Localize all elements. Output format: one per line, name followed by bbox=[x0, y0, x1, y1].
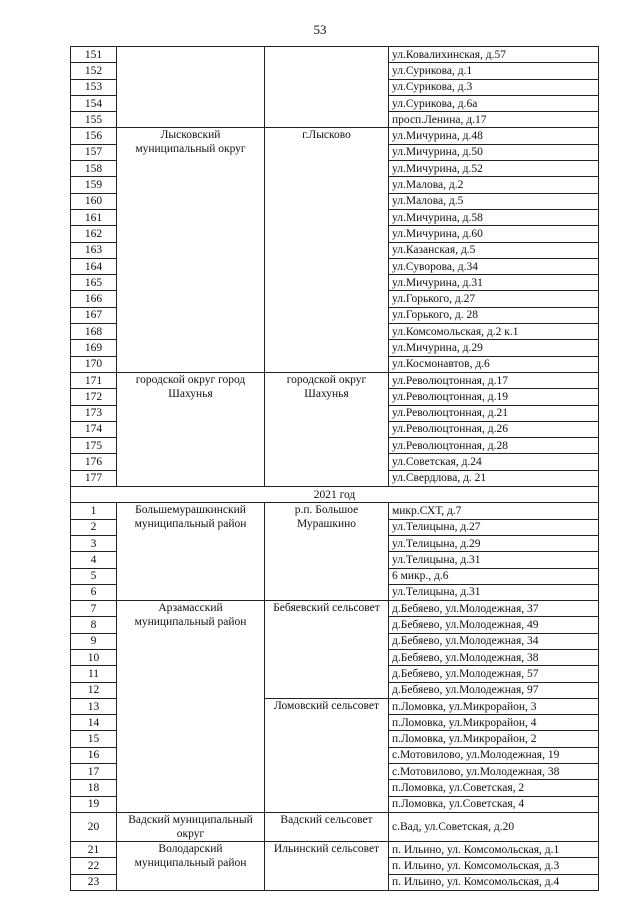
row-number: 161 bbox=[71, 209, 117, 225]
address-cell: с.Мотовилово, ул.Молодежная, 19 bbox=[389, 747, 599, 763]
row-number: 176 bbox=[71, 454, 117, 470]
address-cell: ул.Телицына, д.31 bbox=[389, 584, 599, 600]
address-cell: ул.Мичурина, д.58 bbox=[389, 209, 599, 225]
row-number: 175 bbox=[71, 438, 117, 454]
row-number: 154 bbox=[71, 95, 117, 111]
row-number: 10 bbox=[71, 649, 117, 665]
settlement-cell bbox=[265, 47, 389, 128]
address-cell: ул.Революцтонная, д.28 bbox=[389, 438, 599, 454]
table-row bbox=[71, 372, 599, 388]
row-number: 17 bbox=[71, 764, 117, 780]
address-cell: д.Бебяево, ул.Молодежная, 34 bbox=[389, 633, 599, 649]
page-number: 53 bbox=[313, 22, 327, 37]
table-body bbox=[71, 47, 599, 891]
settlement-cell: Вадский сельсовет bbox=[265, 812, 389, 841]
address-cell: ул.Мичурина, д.52 bbox=[389, 161, 599, 177]
address-cell: ул.Сурикова, д.6а bbox=[389, 95, 599, 111]
table-row bbox=[71, 47, 599, 63]
address-cell: ул.Свердлова, д. 21 bbox=[389, 470, 599, 486]
row-number: 166 bbox=[71, 291, 117, 307]
row-number: 22 bbox=[71, 858, 117, 874]
address-cell: д.Бебяево, ул.Молодежная, 37 bbox=[389, 601, 599, 617]
row-number: 2 bbox=[71, 519, 117, 535]
row-number: 15 bbox=[71, 731, 117, 747]
row-number: 16 bbox=[71, 747, 117, 763]
row-number: 168 bbox=[71, 324, 117, 340]
table-row bbox=[71, 601, 599, 617]
address-cell: ул.Суворова, д.34 bbox=[389, 258, 599, 274]
row-number: 21 bbox=[71, 841, 117, 857]
row-number: 170 bbox=[71, 356, 117, 372]
municipality-cell: Арзамасский муниципальный район bbox=[117, 601, 265, 813]
address-cell: ул.Телицына, д.27 bbox=[389, 519, 599, 535]
municipality-cell: Большемурашкинский муниципальный район bbox=[117, 503, 265, 601]
row-number: 157 bbox=[71, 144, 117, 160]
row-number: 13 bbox=[71, 698, 117, 714]
municipality-cell: Вадский муниципальный округ bbox=[117, 812, 265, 841]
address-cell: д.Бебяево, ул.Молодежная, 97 bbox=[389, 682, 599, 698]
settlement-cell: г.Лысково bbox=[265, 128, 389, 372]
row-number: 171 bbox=[71, 372, 117, 388]
row-number: 7 bbox=[71, 601, 117, 617]
address-cell: ул.Горького, д. 28 bbox=[389, 307, 599, 323]
row-number: 164 bbox=[71, 258, 117, 274]
address-cell: просп.Ленина, д.17 bbox=[389, 112, 599, 128]
municipality-cell bbox=[117, 47, 265, 128]
address-cell: ул.Мичурина, д.60 bbox=[389, 226, 599, 242]
row-number: 165 bbox=[71, 275, 117, 291]
address-cell: п. Ильино, ул. Комсомольская, д.3 bbox=[389, 858, 599, 874]
row-number: 155 bbox=[71, 112, 117, 128]
row-number: 12 bbox=[71, 682, 117, 698]
row-number: 167 bbox=[71, 307, 117, 323]
row-number: 172 bbox=[71, 389, 117, 405]
table-row bbox=[71, 841, 599, 857]
row-number: 151 bbox=[71, 47, 117, 63]
address-cell: ул.Мичурина, д.50 bbox=[389, 144, 599, 160]
address-cell: ул.Комсомольская, д.2 к.1 bbox=[389, 324, 599, 340]
settlement-cell: Ломовский сельсовет bbox=[265, 698, 389, 812]
row-number: 5 bbox=[71, 568, 117, 584]
row-number: 153 bbox=[71, 79, 117, 95]
address-cell: п.Ломовка, ул.Советская, 2 bbox=[389, 780, 599, 796]
address-cell: ул.Космонавтов, д.6 bbox=[389, 356, 599, 372]
year-heading: 2021 год bbox=[71, 487, 599, 503]
address-cell: д.Бебяево, ул.Молодежная, 49 bbox=[389, 617, 599, 633]
address-cell: ул.Телицына, д.29 bbox=[389, 535, 599, 551]
municipality-cell: городской округ город Шахунья bbox=[117, 372, 265, 486]
housing-register-table bbox=[70, 46, 599, 891]
address-cell: п.Ломовка, ул.Микрорайон, 2 bbox=[389, 731, 599, 747]
row-number: 174 bbox=[71, 421, 117, 437]
table-row bbox=[71, 128, 599, 144]
row-number: 173 bbox=[71, 405, 117, 421]
settlement-cell: р.п. Большое Мурашкино bbox=[265, 503, 389, 601]
row-number: 152 bbox=[71, 63, 117, 79]
address-cell: ул.Революцтонная, д.17 bbox=[389, 372, 599, 388]
address-cell: ул.Сурикова, д.3 bbox=[389, 79, 599, 95]
row-number: 19 bbox=[71, 796, 117, 812]
row-number: 9 bbox=[71, 633, 117, 649]
address-cell: 6 микр., д.6 bbox=[389, 568, 599, 584]
table-row bbox=[71, 503, 599, 519]
row-number: 177 bbox=[71, 470, 117, 486]
address-cell: д.Бебяево, ул.Молодежная, 57 bbox=[389, 666, 599, 682]
address-cell: ул.Телицына, д.31 bbox=[389, 552, 599, 568]
row-number: 6 bbox=[71, 584, 117, 600]
address-cell: ул.Мичурина, д.31 bbox=[389, 275, 599, 291]
row-number: 8 bbox=[71, 617, 117, 633]
address-cell: с.Вад, ул.Советская, д.20 bbox=[389, 812, 599, 841]
address-cell: ул.Революцтонная, д.21 bbox=[389, 405, 599, 421]
row-number: 11 bbox=[71, 666, 117, 682]
municipality-cell: Володарский муниципальный район bbox=[117, 841, 265, 890]
address-cell: ул.Мичурина, д.48 bbox=[389, 128, 599, 144]
table-row bbox=[71, 812, 599, 841]
row-number: 158 bbox=[71, 161, 117, 177]
address-cell: с.Мотовилово, ул.Молодежная, 38 bbox=[389, 764, 599, 780]
row-number: 156 bbox=[71, 128, 117, 144]
row-number: 163 bbox=[71, 242, 117, 258]
row-number: 14 bbox=[71, 715, 117, 731]
address-cell: п.Ломовка, ул.Микрорайон, 3 bbox=[389, 698, 599, 714]
address-cell: ул.Малова, д.2 bbox=[389, 177, 599, 193]
row-number: 1 bbox=[71, 503, 117, 519]
row-number: 3 bbox=[71, 535, 117, 551]
address-cell: микр.СХТ, д.7 bbox=[389, 503, 599, 519]
row-number: 169 bbox=[71, 340, 117, 356]
settlement-cell: Ильинский сельсовет bbox=[265, 841, 389, 890]
settlement-cell: Бебяевский сельсовет bbox=[265, 601, 389, 699]
address-cell: п. Ильино, ул. Комсомольская, д.1 bbox=[389, 841, 599, 857]
address-cell: д.Бебяево, ул.Молодежная, 38 bbox=[389, 649, 599, 665]
address-cell: п.Ломовка, ул.Микрорайон, 4 bbox=[389, 715, 599, 731]
address-cell: ул.Мичурина, д.29 bbox=[389, 340, 599, 356]
address-cell: ул.Сурикова, д.1 bbox=[389, 63, 599, 79]
row-number: 18 bbox=[71, 780, 117, 796]
address-cell: ул.Горького, д.27 bbox=[389, 291, 599, 307]
address-cell: ул.Революцтонная, д.26 bbox=[389, 421, 599, 437]
address-cell: ул.Ковалихинская, д.57 bbox=[389, 47, 599, 63]
settlement-cell: городской округ Шахунья bbox=[265, 372, 389, 486]
address-cell: п. Ильино, ул. Комсомольская, д.4 bbox=[389, 874, 599, 890]
municipality-cell: Лысковский муниципальный округ bbox=[117, 128, 265, 372]
row-number: 159 bbox=[71, 177, 117, 193]
address-cell: ул.Советская, д.24 bbox=[389, 454, 599, 470]
address-cell: ул.Революцтонная, д.19 bbox=[389, 389, 599, 405]
row-number: 4 bbox=[71, 552, 117, 568]
address-cell: п.Ломовка, ул.Советская, 4 bbox=[389, 796, 599, 812]
row-number: 162 bbox=[71, 226, 117, 242]
address-cell: ул.Малова, д.5 bbox=[389, 193, 599, 209]
address-cell: ул.Казанская, д.5 bbox=[389, 242, 599, 258]
year-heading-row bbox=[71, 487, 599, 503]
row-number: 23 bbox=[71, 874, 117, 890]
row-number: 20 bbox=[71, 812, 117, 841]
row-number: 160 bbox=[71, 193, 117, 209]
